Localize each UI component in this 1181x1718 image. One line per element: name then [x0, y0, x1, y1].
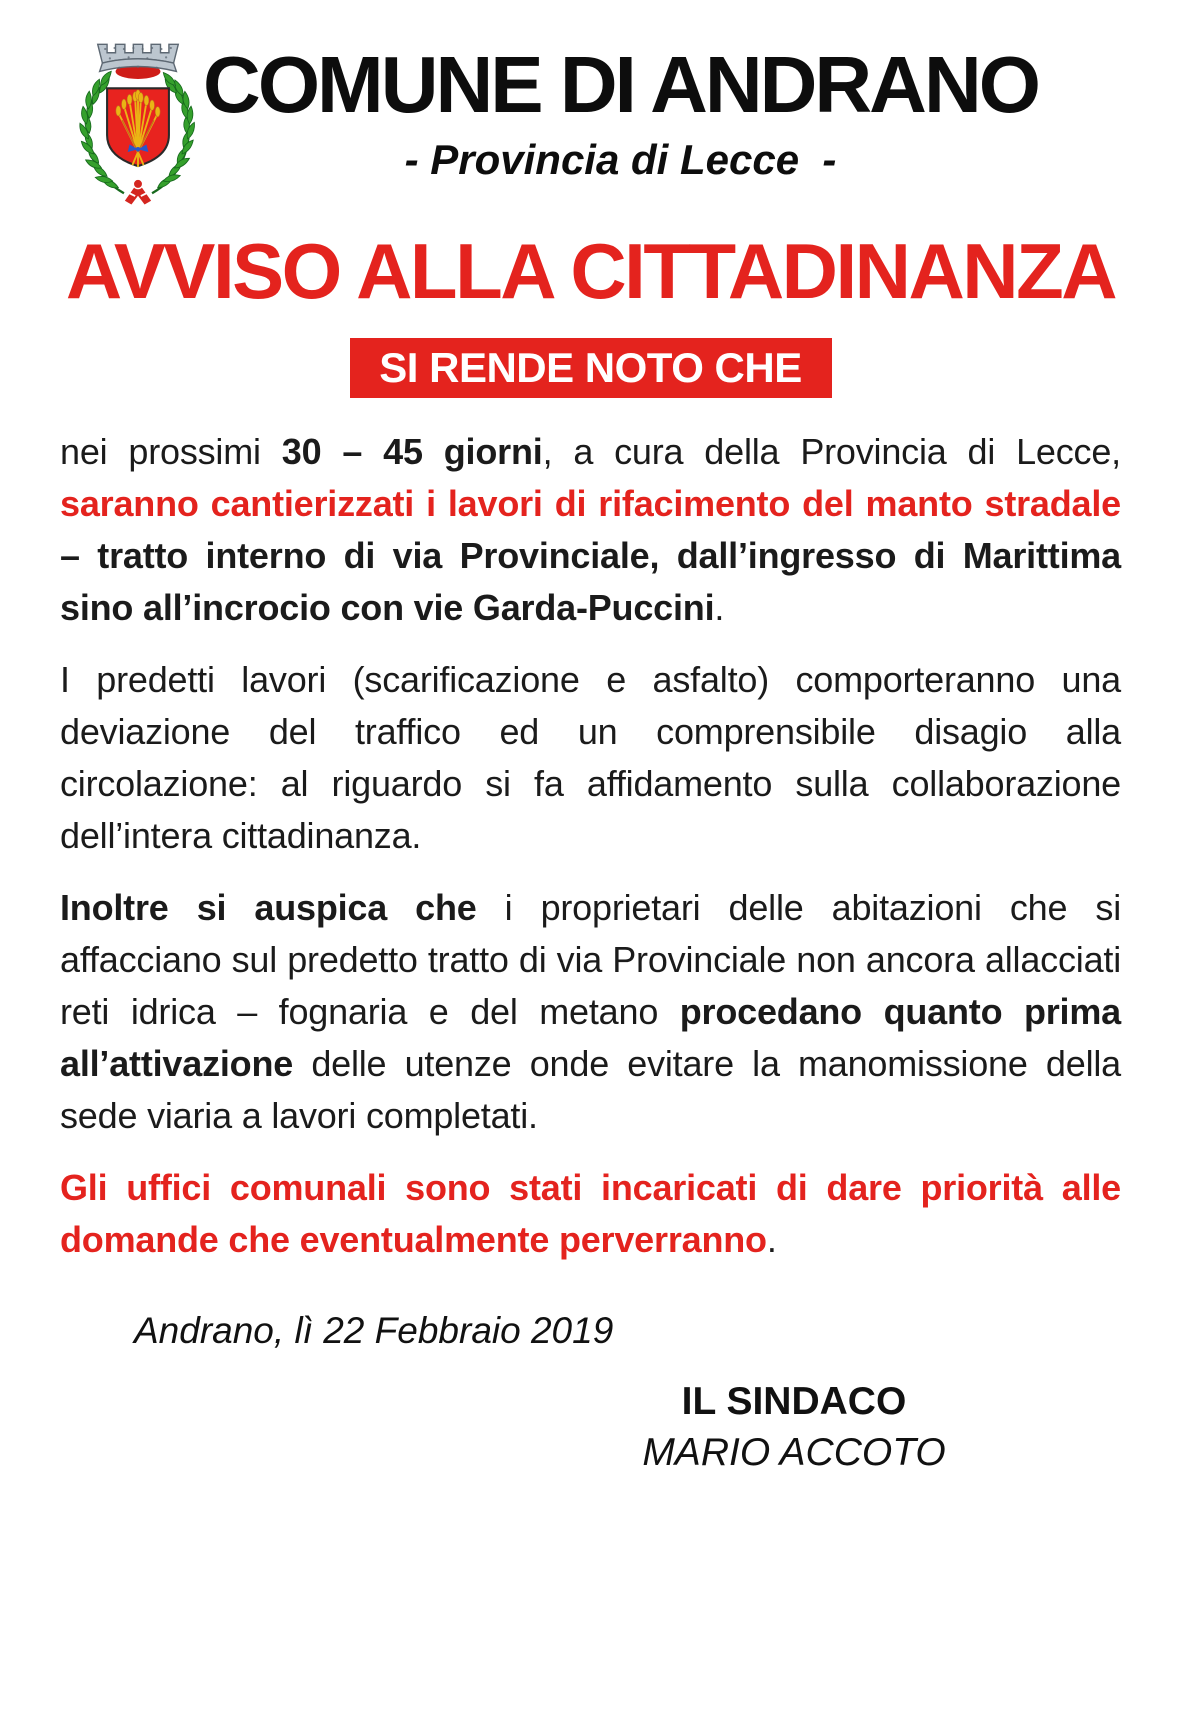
- text-segment: saranno cantierizzati i lavori di rifacimento del manto stradale: [60, 482, 1121, 524]
- shield-icon: [107, 88, 169, 167]
- text-segment: , a cura della Provincia di Lecce,: [542, 430, 1121, 472]
- text-segment: – tratto interno di via Provinciale, dall’ingresso di Marittima sino all’incrocio con vie Garda-Puccini: [60, 534, 1121, 628]
- province-subtitle: - Provincia di Lecce -: [404, 135, 837, 183]
- signature-block: [598, 1380, 990, 1475]
- text-segment: Gli uffici comunali sono stati incaricati di dare priorità alle domande che eventualmente perverranno: [60, 1166, 1121, 1260]
- municipality-title: COMUNE DI ANDRANO: [203, 40, 1038, 129]
- text-segment: I predetti lavori (scarificazione e asfalto) comporteranno una deviazione del traffico ed un comprensibile disagio alla circolazione: al riguardo si fa affidamento sulla collaborazione dell’intera cittadinanza.: [60, 658, 1121, 856]
- signature-name: MARIO ACCOTO: [642, 1430, 946, 1474]
- text-segment: nei prossimi: [60, 430, 282, 472]
- text-segment: i proprietari delle abitazioni che si affacciano sul predetto tratto di via Provinciale non ancora allacciati reti idrica – fognaria e del metano: [60, 886, 1121, 1032]
- text-segment: .: [714, 586, 725, 628]
- text-segment: 30 – 45 giorni: [281, 430, 543, 472]
- notice-paragraph-4: [60, 1162, 1121, 1266]
- text-segment: delle utenze onde evitare la manomissione della sede viaria a lavori completati.: [60, 1042, 1121, 1136]
- ribbon-icon: [125, 179, 151, 204]
- notice-banner: SI RENDE NOTO CHE: [350, 338, 832, 398]
- notice-paragraph-3: [60, 882, 1121, 1142]
- notice-paragraph-2: [60, 654, 1121, 862]
- text-segment: Inoltre si auspica che: [60, 886, 477, 928]
- dateline: Andrano, lì 22 Febbraio 2019: [134, 1309, 614, 1351]
- notice-paragraph-1: [60, 426, 1121, 634]
- text-segment: .: [766, 1218, 777, 1260]
- signature-role: IL SINDACO: [681, 1379, 907, 1423]
- notice-title: AVVISO ALLA CITTADINANZA: [65, 226, 1116, 315]
- notice-body: [60, 426, 1121, 1266]
- coat-of-arms-icon: [58, 34, 218, 212]
- text-segment: procedano quanto prima all’attivazione: [60, 990, 1121, 1084]
